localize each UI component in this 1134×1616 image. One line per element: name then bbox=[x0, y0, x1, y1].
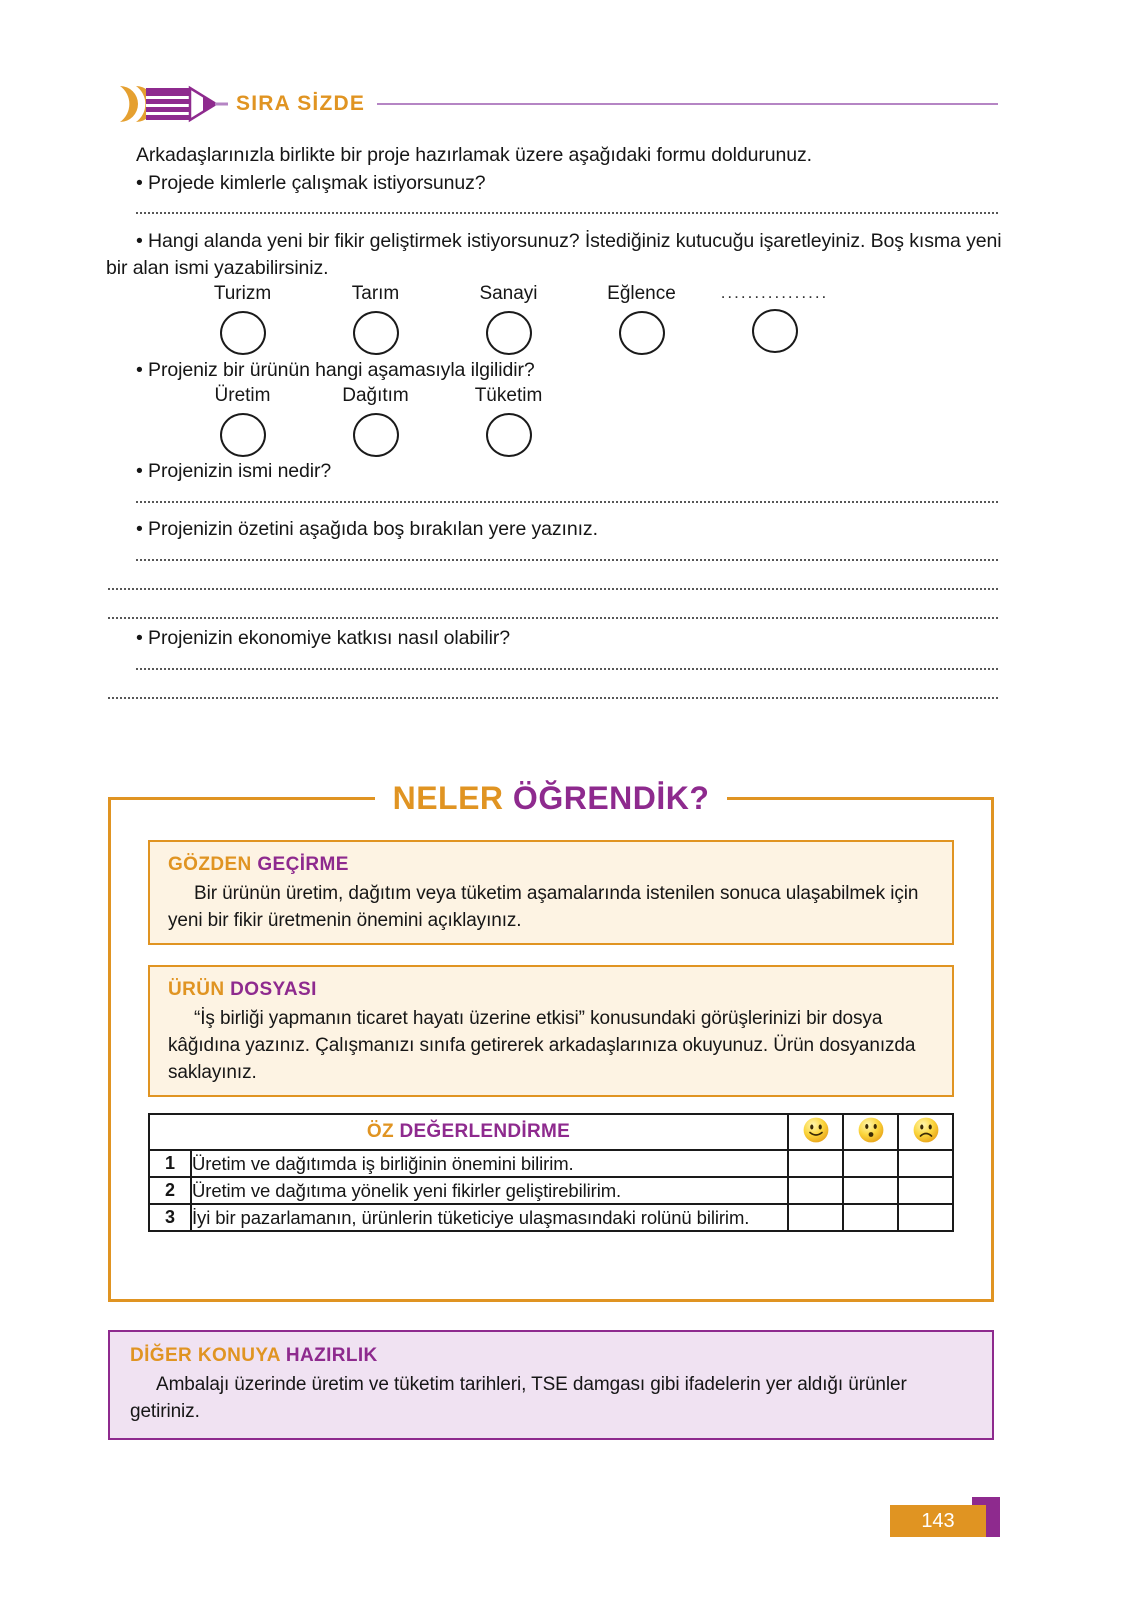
gozden-gecirme-head2: GEÇİRME bbox=[257, 854, 349, 875]
row-number: 1 bbox=[149, 1150, 191, 1177]
row-statement: İyi bir pazarlamanın, ürünlerin tüketiciye ulaşmasındaki rolünü bilirim. bbox=[191, 1204, 788, 1231]
table-row bbox=[149, 1204, 953, 1231]
option-label-tuketim: Tüketim bbox=[474, 385, 543, 406]
sira-sizde-header bbox=[108, 82, 998, 126]
neutral-face-icon bbox=[843, 1114, 898, 1150]
form-question-6: • Projenizin ekonomiye katkısı nasıl olabilir? bbox=[136, 627, 510, 649]
oz-degerlendirme-heading bbox=[149, 1114, 788, 1150]
table-header-row bbox=[149, 1114, 953, 1150]
radio-turizm[interactable] bbox=[220, 311, 266, 355]
option-group-alan bbox=[176, 283, 876, 355]
urun-dosyasi-head1: ÜRÜN bbox=[168, 979, 231, 1000]
neler-ogrendik-title-part2: ÖĞRENDİK? bbox=[512, 779, 710, 816]
form-question-4: • Projenizin ismi nedir? bbox=[136, 460, 332, 482]
checkbox-cell-neutral[interactable] bbox=[843, 1177, 898, 1204]
option-label-sanayi: Sanayi bbox=[479, 283, 538, 304]
pencil-icon bbox=[108, 82, 228, 126]
urun-dosyasi-head2: DOSYASI bbox=[230, 979, 317, 1000]
option-label-dagitim: Dağıtım bbox=[342, 385, 409, 406]
diger-konuya-hazirlik-box bbox=[108, 1330, 994, 1440]
answer-line-q6-2[interactable] bbox=[108, 683, 998, 699]
checkbox-cell-happy[interactable] bbox=[788, 1177, 843, 1204]
answer-line-q5-3[interactable] bbox=[108, 603, 998, 619]
sira-sizde-title: SIRA SİZDE bbox=[236, 92, 366, 115]
oz-degerlendirme-head2: DEĞERLENDİRME bbox=[399, 1121, 571, 1142]
checkbox-cell-happy[interactable] bbox=[788, 1150, 843, 1177]
diger-konuya-head1: DİĞER KONUYA bbox=[130, 1345, 286, 1366]
gozden-gecirme-body: Bir ürünün üretim, dağıtım veya tüketim aşamalarında istenilen sonuca ulaşabilmek için yeni bir fikir üretmenin önemini açıklayınız. bbox=[168, 883, 919, 931]
form-question-5: • Projenizin özetini aşağıda boş bırakılan yere yazınız. bbox=[136, 518, 598, 540]
answer-line-q4[interactable] bbox=[136, 487, 998, 503]
option-label-tarim: Tarım bbox=[351, 283, 400, 304]
radio-sanayi[interactable] bbox=[486, 311, 532, 355]
neler-ogrendik-title-part1: NELER bbox=[392, 779, 513, 816]
checkbox-cell-neutral[interactable] bbox=[843, 1150, 898, 1177]
option-tarim[interactable] bbox=[309, 283, 442, 355]
form-question-1: • Projede kimlerle çalışmak istiyorsunuz? bbox=[136, 172, 486, 194]
option-label-uretim: Üretim bbox=[214, 385, 271, 406]
urun-dosyasi-heading bbox=[168, 979, 934, 1001]
radio-uretim[interactable] bbox=[220, 413, 266, 457]
option-label-eglence: Eğlence bbox=[607, 283, 676, 304]
page-number-badge bbox=[890, 1497, 1000, 1537]
answer-line-q6-1[interactable] bbox=[136, 654, 998, 670]
diger-konuya-heading bbox=[130, 1345, 972, 1367]
option-group-asama bbox=[176, 385, 596, 457]
table-row bbox=[149, 1177, 953, 1204]
checkbox-cell-sad[interactable] bbox=[898, 1150, 953, 1177]
radio-dagitim[interactable] bbox=[353, 413, 399, 457]
option-label-turizm: Turizm bbox=[213, 283, 272, 304]
option-tuketim[interactable] bbox=[442, 385, 575, 457]
diger-konuya-head2: HAZIRLIK bbox=[285, 1345, 378, 1366]
row-number: 3 bbox=[149, 1204, 191, 1231]
answer-line-q1[interactable] bbox=[136, 198, 998, 214]
oz-degerlendirme-table bbox=[148, 1113, 954, 1232]
sad-face-icon bbox=[898, 1114, 953, 1150]
option-turizm[interactable] bbox=[176, 283, 309, 355]
gozden-gecirme-heading bbox=[168, 854, 934, 876]
table-row bbox=[149, 1150, 953, 1177]
urun-dosyasi-box bbox=[148, 965, 954, 1097]
checkbox-cell-happy[interactable] bbox=[788, 1204, 843, 1231]
gozden-gecirme-box bbox=[148, 840, 954, 945]
row-number: 2 bbox=[149, 1177, 191, 1204]
option-sanayi[interactable] bbox=[442, 283, 575, 355]
radio-tuketim[interactable] bbox=[486, 413, 532, 457]
checkbox-cell-sad[interactable] bbox=[898, 1204, 953, 1231]
gozden-gecirme-head1: GÖZDEN bbox=[168, 854, 258, 875]
answer-line-q5-1[interactable] bbox=[136, 545, 998, 561]
answer-line-q5-2[interactable] bbox=[108, 574, 998, 590]
form-question-3: • Projeniz bir ürünün hangi aşamasıyla ilgilidir? bbox=[136, 359, 535, 381]
happy-face-icon bbox=[788, 1114, 843, 1150]
option-uretim[interactable] bbox=[176, 385, 309, 457]
page-number: 143 bbox=[890, 1505, 986, 1537]
option-custom[interactable] bbox=[708, 283, 841, 355]
option-eglence[interactable] bbox=[575, 283, 708, 355]
radio-eglence[interactable] bbox=[619, 311, 665, 355]
diger-konuya-body: Ambalajı üzerinde üretim ve tüketim tarihleri, TSE damgası gibi ifadelerin yer aldığı ürünler getiriniz. bbox=[130, 1374, 907, 1422]
checkbox-cell-neutral[interactable] bbox=[843, 1204, 898, 1231]
radio-custom[interactable] bbox=[752, 309, 798, 353]
row-statement: Üretim ve dağıtıma yönelik yeni fikirler geliştirebilirim. bbox=[191, 1177, 788, 1204]
urun-dosyasi-body: “İş birliği yapmanın ticaret hayatı üzerine etkisi” konusundaki görüşlerinizi bir dosya kâğıdına yazınız. Çalışmanızı sınıfa getirerek arkadaşlarınıza okuyunuz. Ürün dosyanızda saklayınız. bbox=[168, 1008, 916, 1083]
radio-tarim[interactable] bbox=[353, 311, 399, 355]
header-rule bbox=[377, 103, 998, 105]
option-dagitim[interactable] bbox=[309, 385, 442, 457]
form-intro: Arkadaşlarınızla birlikte bir proje hazırlamak üzere aşağıdaki formu doldurunuz. bbox=[136, 144, 812, 166]
row-statement: Üretim ve dağıtımda iş birliğinin önemini bilirim. bbox=[191, 1150, 788, 1177]
oz-degerlendirme-head1: ÖZ bbox=[366, 1121, 400, 1142]
form-question-2: • Hangi alanda yeni bir fikir geliştirmek istiyorsunuz? İstediğiniz kutucuğu işaretleyiniz. Boş kısma yeni bir alan ismi yazabilirsiniz. bbox=[106, 230, 1002, 279]
option-label-custom: ................ bbox=[720, 283, 829, 302]
checkbox-cell-sad[interactable] bbox=[898, 1177, 953, 1204]
